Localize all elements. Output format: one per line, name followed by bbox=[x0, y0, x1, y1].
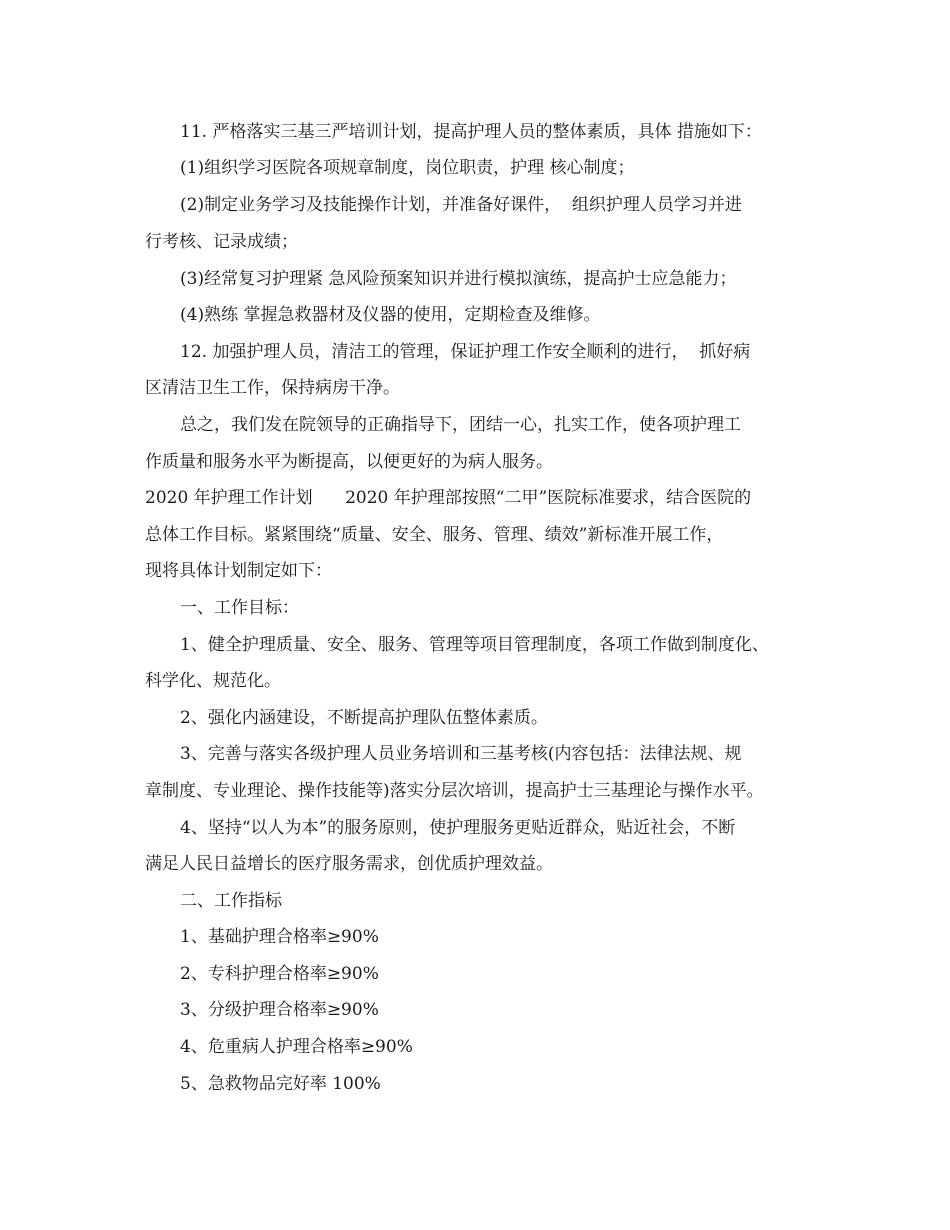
list-item: 4、危重病人护理合格率≥90% bbox=[180, 1037, 413, 1057]
list-item: 5、急救物品完好率 100% bbox=[180, 1074, 381, 1094]
text-line: 现将具体计划制定如下： bbox=[145, 561, 332, 581]
text-line: 总之，我们发在院领导的正确指导下，团结一心，扎实工作，使各项护理工 bbox=[180, 415, 741, 435]
text-line: 2、强化内涵建设，不断提高护理队伍整体素质。 bbox=[180, 708, 548, 728]
section-heading: 一、工作目标： bbox=[180, 598, 299, 618]
text-line: 总体工作目标。紧紧围绕“质量、安全、服务、管理、绩效”新标准开展工作， bbox=[145, 525, 724, 545]
text-line: 4、坚持“以人为本”的服务原则，使护理服务更贴近群众，贴近社会，不断 bbox=[180, 818, 736, 838]
text-line: 12. 加强护理人员，清洁工的管理，保证护理工作安全顺利的进行， 抓好病 bbox=[180, 342, 751, 362]
text-line: (3)经常复习护理紧 急风险预案知识并进行模拟演练，提高护士应急能力； bbox=[180, 269, 737, 289]
text-line: (2)制定业务学习及技能操作计划，并准备好课件， 组织护理人员学习并进 bbox=[180, 195, 742, 215]
list-item: 3、分级护理合格率≥90% bbox=[180, 1000, 379, 1020]
text-line: 2020 年护理工作计划 2020 年护理部按照“二甲”医院标准要求，结合医院的 bbox=[145, 488, 752, 508]
text-line: 章制度、专业理论、操作技能等)落实分层次培训，提高护士三基理论与操作水平。 bbox=[145, 781, 764, 801]
text-line: 区清洁卫生工作，保持病房干净。 bbox=[145, 378, 400, 398]
text-line: 11. 严格落实三基三严培训计划，提高护理人员的整体素质，具体 措施如下： bbox=[180, 122, 762, 142]
text-line: 1、健全护理质量、安全、服务、管理等项目管理制度，各项工作做到制度化、 bbox=[180, 635, 769, 655]
text-line: 满足人民日益增长的医疗服务需求，创优质护理效益。 bbox=[145, 854, 553, 874]
text-line: (4)熟练 掌握急救器材及仪器的使用，定期检查及维修。 bbox=[180, 305, 601, 325]
text-line: 作质量和服务水平为断提高，以便更好的为病人服务。 bbox=[145, 452, 553, 472]
text-line: 3、完善与落实各级护理人员业务培训和三基考核(内容包括：法律法规、规 bbox=[180, 744, 742, 764]
text-line: 科学化、规范化。 bbox=[145, 671, 281, 691]
section-heading: 二、工作指标 bbox=[180, 891, 282, 911]
list-item: 2、专科护理合格率≥90% bbox=[180, 964, 379, 984]
text-line: 行考核、记录成绩； bbox=[145, 232, 298, 252]
list-item: 1、基础护理合格率≥90% bbox=[180, 927, 379, 947]
text-line: (1)组织学习医院各项规章制度，岗位职责，护理 核心制度； bbox=[180, 158, 635, 178]
